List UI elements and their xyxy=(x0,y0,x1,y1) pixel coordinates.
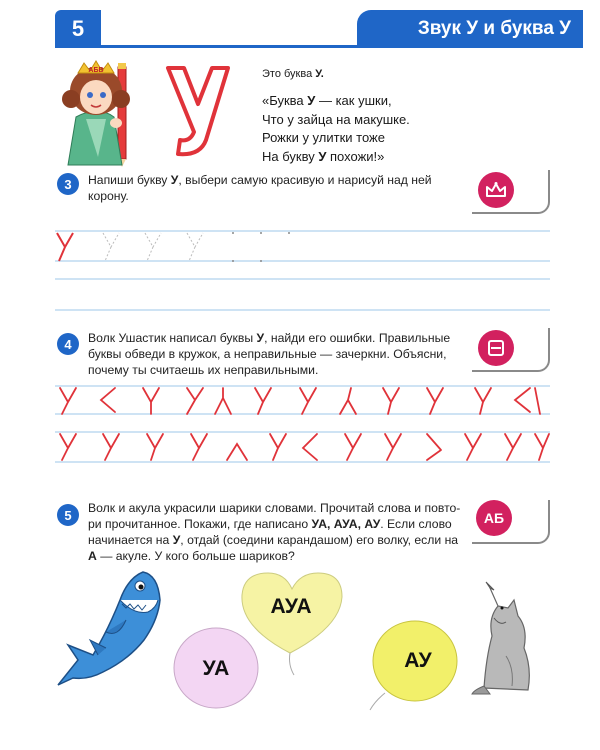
sample-letter-u xyxy=(57,233,73,261)
task-3-text: Напиши букву У, выбери самую красивую и нарисуй над ней корону. xyxy=(88,173,432,203)
row2-letter xyxy=(60,434,76,460)
task-5-text: Волк и акула украсили шарики словами. Прочитай слова и повто- ри прочитанное. Покажи, где написано УА, АУА, АУ. Если слово начинается на У, отдай (соедини карандашом) его волку, если на А — акуле. У кого больше шариков? xyxy=(88,501,461,563)
poem xyxy=(262,92,410,166)
row2-letter xyxy=(427,434,441,460)
princess-illustration xyxy=(60,57,138,169)
page-number: 5 xyxy=(55,10,101,48)
row2-letter xyxy=(227,444,247,460)
row2-letter xyxy=(103,434,119,460)
big-letter-u xyxy=(158,60,238,160)
row2-letter xyxy=(345,434,361,460)
intro-caption xyxy=(262,68,324,80)
row1-letter xyxy=(515,388,540,414)
trace-letter xyxy=(145,233,161,261)
row1-letter xyxy=(383,388,399,414)
caption-letter: У. xyxy=(315,68,324,80)
row1-letter xyxy=(300,388,316,414)
strike-icon xyxy=(478,330,514,366)
task-3-number: 3 xyxy=(57,173,79,195)
row2-letter xyxy=(303,434,317,460)
caption-text: Это буква xyxy=(262,68,316,80)
balloons xyxy=(170,565,480,715)
poem-line: Что у зайца на макушке. xyxy=(262,111,410,127)
row2-letter xyxy=(385,434,401,460)
task-4-text: Волк Ушастик написал буквы У, найди его ошибки. Правильные буквы обведи в кружок, а неправильные — зачеркни. Объясни, почему ты считаешь их неправильными. xyxy=(88,331,451,377)
row2-letter xyxy=(191,434,207,460)
row1-letter xyxy=(101,388,115,412)
poem-line: На букву У похожи!» xyxy=(262,148,385,164)
row2-letter xyxy=(535,434,549,460)
trace-letter xyxy=(187,233,203,261)
row1-letter xyxy=(187,388,203,414)
crown-icon xyxy=(478,172,514,208)
trace-letter xyxy=(103,233,119,261)
poem-line: Рожки у улитки тоже xyxy=(262,130,385,145)
letter-rows-task-4 xyxy=(55,380,550,470)
row1-letter xyxy=(215,388,231,414)
page-title: Звук У и буква У xyxy=(357,10,583,48)
task-4-number: 4 xyxy=(57,333,79,355)
balloon-ua-label: УА xyxy=(202,657,230,680)
row1-letter xyxy=(427,388,443,414)
row2-letter xyxy=(147,434,163,460)
row2-letter xyxy=(270,434,286,460)
task-5-number: 5 xyxy=(57,504,79,526)
row2-letter xyxy=(465,434,481,460)
ab-icon: АБ xyxy=(476,500,512,536)
row1-letter xyxy=(255,388,271,414)
header-rule xyxy=(55,45,583,48)
princess-badge: АБВ xyxy=(88,67,104,74)
poem-line: «Буква У — как ушки, xyxy=(262,93,392,108)
row1-letter xyxy=(143,388,159,414)
balloon-aua-label: АУА xyxy=(270,595,312,618)
writing-lines-task-3 xyxy=(55,225,550,325)
wolf-illustration xyxy=(470,578,542,698)
row1-letter xyxy=(60,388,76,414)
row1-letter xyxy=(340,388,356,414)
row2-letter xyxy=(505,434,521,460)
row1-letter xyxy=(475,388,491,414)
balloon-au-label: АУ xyxy=(404,649,432,672)
shark-illustration xyxy=(48,560,168,695)
